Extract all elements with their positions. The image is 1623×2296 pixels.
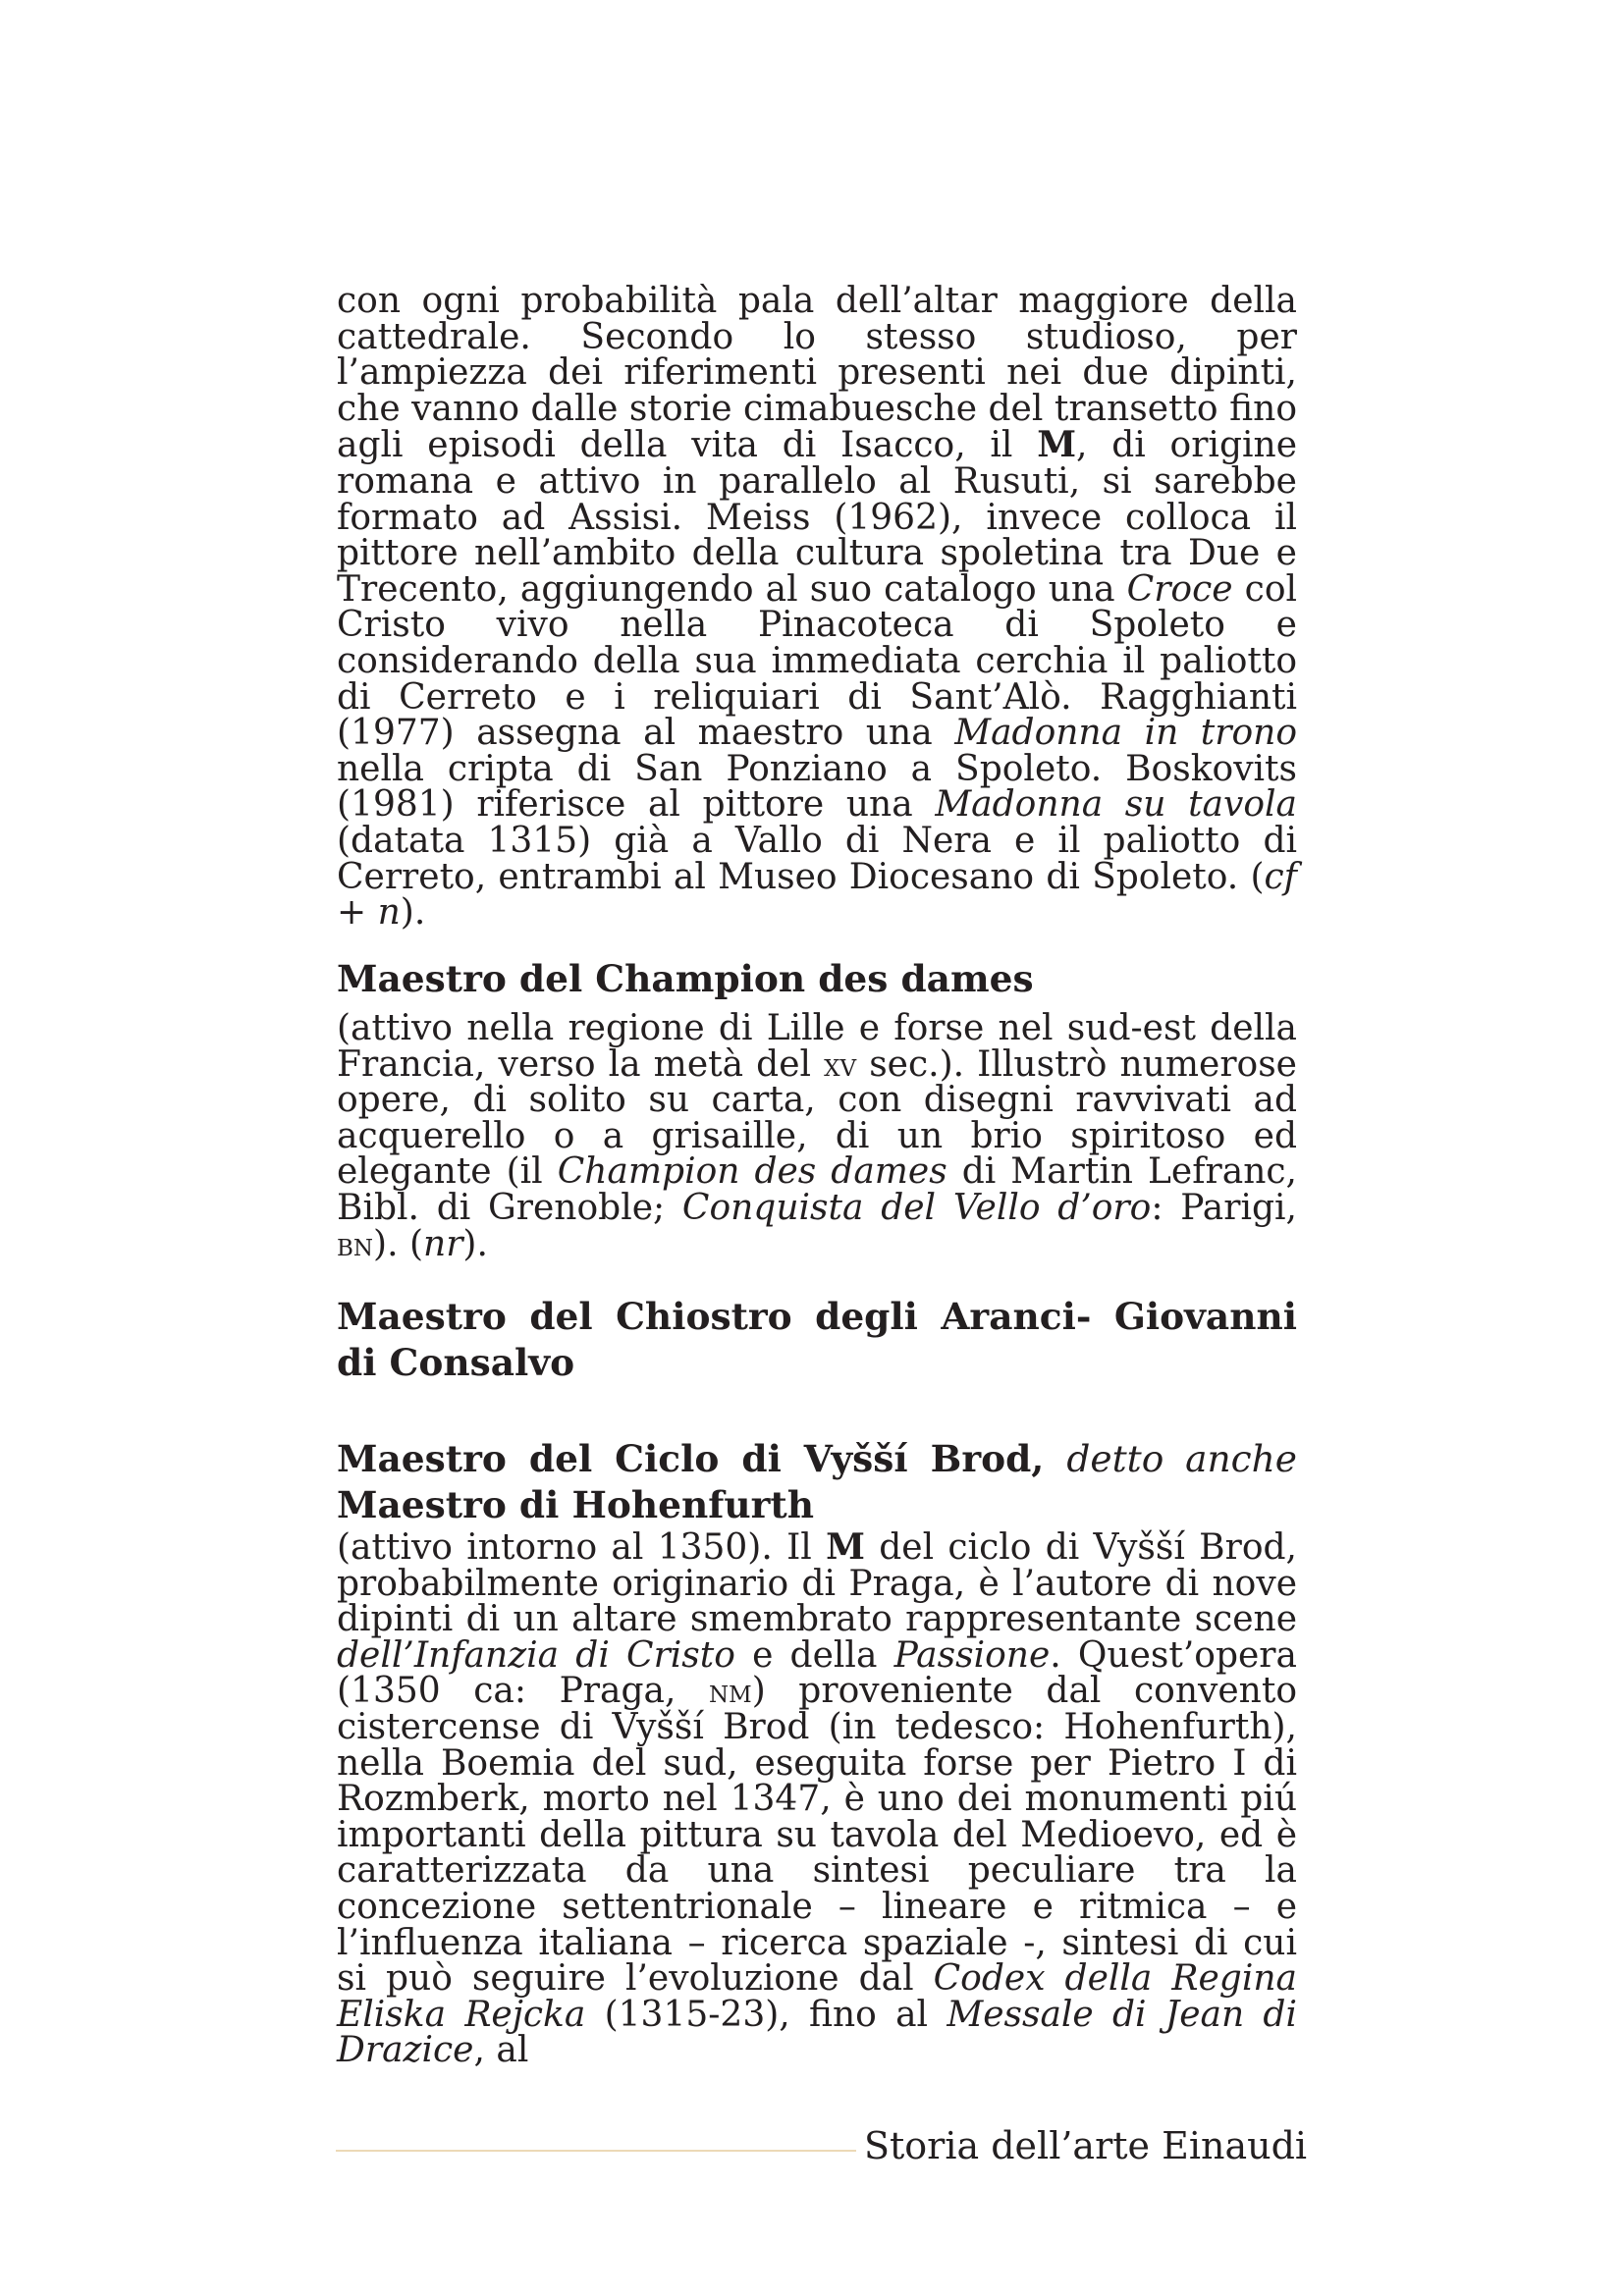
paragraph-entry-continuation: [337, 281, 1298, 934]
entry-heading-champion-des-dames: Maestro del Champion des dames: [337, 957, 1034, 1000]
author-initials: cf + n: [337, 856, 1297, 934]
paragraph-text: con ogni probabilità pala dell’altar maggiore della cattedrale. Secondo lo stesso studioso, per l’ampiezza dei riferimenti presenti nei due dipinti, che vanno dalle storie cimabuesche del transetto fino agli episodi della vita di Isacco, il M, di origine romana e attivo in parallelo al Rusuti, si sarebbe formato ad Assisi. Meiss (1962), invece colloca il pittore nell’ambito della cultura spoletina tra Due e Trecento, aggiungendo al suo catalogo una Croce col Cristo vivo nella Pinacoteca di Spoleto e considerando della sua immediata cerchia il paliotto di Cerreto e i reliquiari di Sant’Alò. Ragghianti (1977) assegna al maestro una Madonna in trono nella cripta di San Ponziano a Spoleto. Boskovits (1981) riferisce al pittore una Madonna su tavola (datata 1315) già a Vallo di Nera e il paliotto di Cerreto, entrambi al Museo Diocesano di Spoleto. (cf + n).: [337, 281, 1298, 934]
footer-divider: [336, 2150, 856, 2152]
paragraph-text: (attivo nella regione di Lille e forse nel sud-est della Francia, verso la metà del xv sec.). Illustrò numerose opere, di solito su carta, con disegni ravvivati ad acquerello o a grisaille, di un brio spiritoso ed elegante (il Champion des dames di Martin Lefranc, Bibl. di Grenoble; Conquista del Vello d’oro: Parigi, bn). (nr).: [337, 1008, 1298, 1264]
paragraph-champion-des-dames: [337, 1008, 1298, 1264]
paragraph-text: (attivo intorno al 1350). Il M del ciclo di Vyšší Brod, probabilmente originario di Praga, è l’autore di nove dipinti di un altare smembrato rappresentante scene dell’Infanzia di Cristo e della Passione. Quest’opera (1350 ca: Praga, nm) proveniente dal convento cistercense di Vyšší Brod (in tedesco: Hohenfurth), nella Boemia del sud, eseguita forse per Pietro I di Rozmberk, morto nel 1347, è uno dei monumenti piú importanti della pittura su tavola del Medioevo, ed è caratterizzata da una sintesi peculiare tra la concezione settentrionale – lineare e ritmica – e l’influenza italiana – ricerca spaziale -, sintesi di cui si può seguire l’evoluzione dal Codex della Regina Eliska Rejcka (1315-23), fino al Messale di Jean di Drazice, al: [337, 1526, 1298, 2071]
footer-publication-title: Storia dell’arte Einaudi: [864, 2124, 1308, 2167]
entry-heading-ciclo-vyssi-brod: Maestro del Ciclo di Vyšší Brod, detto anche Maestro di Hohenfurth: [337, 1437, 1297, 1526]
entry-heading-chiostro-degli-aranci: Maestro del Chiostro degli Aranci- Giovanni di Consalvo: [337, 1295, 1297, 1384]
author-initials: nr: [423, 1223, 463, 1264]
paragraph-ciclo-vyssi-brod: [337, 1526, 1298, 2071]
